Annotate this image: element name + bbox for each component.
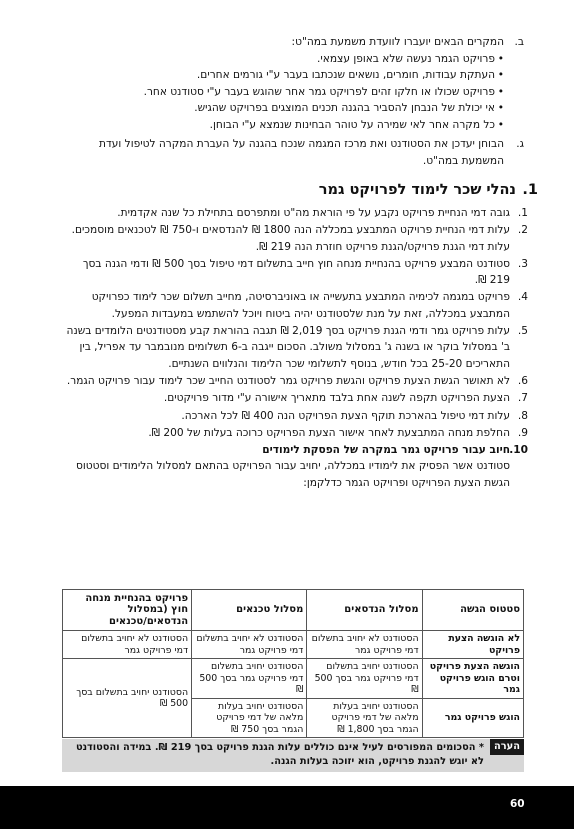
table-header: סטטוס הגשה: [422, 590, 523, 631]
note-tag: הערה: [490, 739, 524, 755]
table-cell: הסטודנט יחויב בתשלום דמי פרויקט גמר בסך 500 ₪: [192, 659, 307, 699]
rule-item: [60, 373, 528, 389]
section-g-text: הבוחן יעדכן את הסטודנט ואת מרכז המגמה שנכח בהגנה על העברת המקרה לטיפול ועדת המשמעת במה"ט.: [99, 138, 504, 167]
rule-text: חיוב עבור פרויקט גמר במקרה של הפסקת לימודים: [262, 444, 510, 457]
rule-number: 9.: [517, 426, 528, 439]
table-cell-status: הוגשה הצעת פרויקט וטרם הוגש פרויקט גמר: [422, 659, 523, 699]
section-b-bullets: [54, 51, 504, 134]
table-cell-status: הוגש פרויקט גמר: [422, 698, 523, 738]
rule-number: 1.: [517, 207, 528, 219]
bullet-item: • אי יכולת של הנבחן להסביר בהגנה תכנים המוצגים בפרויקט שהגיש.: [54, 100, 504, 117]
rule-number: 8.: [517, 409, 528, 422]
section-b: [54, 34, 524, 133]
rule-subtext: סטודנט אשר הפסיק את לימודיו במכללה, יחויב עבור הפרויקט בהתאם למסלול הלימודים וסטטוס הגשת הצעת הפרויקט ופרויקט הגמר כדלקמן:: [75, 460, 510, 489]
table-header: מסלול הנדסאים: [307, 590, 422, 631]
table-cell-status: לא הוגשה הצעת פרויקט: [422, 631, 523, 659]
rule-item: [60, 408, 528, 424]
section-g: [54, 136, 524, 169]
heading-number: 1.: [522, 182, 538, 198]
bullet-item: • כל מקרה אחר לאי שמירה על טוהר הבחינות שנמצא ע"י הבוחן.: [54, 117, 504, 134]
table-row: [63, 631, 524, 659]
section-b-letter: ב.: [514, 36, 524, 48]
note-text: * הסכומים המפורסים לעיל אינם כוללים עלות הגנת פרויקט בסך 219 ₪. במידה והסטודנט לא יוגש להגנת פרויקט, הוא יזוכה בעלות הגנה.: [75, 742, 484, 767]
table-header-row: [63, 590, 524, 631]
rule-item: [60, 256, 528, 289]
rule-number: 10.: [509, 444, 528, 457]
table-cell: הסטודנט יחויב בעלות מלאה של דמי פרויקט הגמר בסך 1,800 ₪: [307, 698, 422, 738]
rule-text: עלות פרויקט גמר ודמי הגנת פרויקט בסך 2,019 ₪ תגבה בהוראת קבע מסטודנטים הלומדים בשנה ב' במסלול בוקר או בשנה ג' במסלול משולב. הסכום ייגבה ב-6 תשלומים מנובמבר עד אפריל, בין התאריכים 25-20 בכל חודש, בנוסף לתשלומי שכר הלימוד והנלווים השנתיים.: [66, 325, 510, 370]
page-number: 60: [510, 798, 525, 810]
section-heading: [58, 180, 538, 200]
rule-item: [60, 390, 528, 406]
bullet-item: • העתקת עבודות, חומרים, נושאים שנכתבו בעבר ע"י גורמים אחרים.: [54, 67, 504, 84]
rule-item: [60, 205, 528, 221]
rule-item: [60, 222, 528, 255]
rule-number: 5.: [517, 325, 528, 338]
note-box: [62, 739, 524, 772]
rule-item: [60, 323, 528, 372]
bullet-item: • פרויקט הגמר נעשה שלא באופן עצמאי.: [54, 51, 504, 68]
bullet-item: • פרויקט שכולו או חלקו זהים לפרויקט גמר אחר שהוגש בעבר ע"י סטודנט אחר.: [54, 84, 504, 101]
rule-text: הצעת הפרויקט תקפה לשנה אחת בלבד מתאריך אישורה ע"י מדור פרויקטים.: [163, 392, 510, 405]
rule-text: עלות דמי הנחיית פרויקט המתבצע במכללה הנה 1800 ₪ להנדסאים ו-750 ₪ לטכנאים מוסמכים. עלות דמי הגנת פרויקט/הגנת פרויקט חוזרת הנה 219 ₪.: [71, 224, 510, 253]
rule-item: [60, 442, 528, 491]
rule-text: החלפת מנחה המתבצעת לאחר אישור הצעת הפרויקט כרוכה בעלות של 200 ₪.: [148, 426, 510, 439]
rule-item: [60, 425, 528, 441]
table-cell: הסטודנט לא יחויב בתשלום דמי פרויקט גמר: [63, 631, 192, 659]
page-footer: [0, 786, 574, 829]
rule-text: עלות דמי טיפול בהארכת תוקף הצעת הפרויקט הנה 400 ₪ לכל הארכה.: [181, 409, 510, 422]
heading-title: נהלי שכר לימוד לפרויקט גמר: [318, 182, 516, 198]
rules-list: [60, 205, 528, 492]
rule-text: פרויקט במגמה לכימיה המתבצע בתעשייה או באוניברסיטה, מחייב תשלום שכר לימוד כפרויקט המתבצע במכללה, זאת על מנת שלסטודנט יהיה ביטוח ויוכל להשתמש במעבדות המפעל.: [91, 291, 510, 320]
table-cell: הסטודנט לא יחויב בתשלום דמי פרויקט גמר: [307, 631, 422, 659]
rule-text: לא תאושר הגשת הצעת פרויקט והגשת פרויקט גמר לסטודנט החייב שכר לימוד עבור פרויקט הגמר.: [66, 374, 510, 387]
section-b-intro: המקרים הבאים יועברו לוועדת משמעת במה"ט:: [291, 36, 504, 48]
rule-number: 7.: [517, 392, 528, 405]
rule-text: גובה דמי הנחיית פרויקט נקבע על פי הוראת מה"ט ומתפרסם בתחילת כל שנה אקדמית.: [117, 207, 510, 219]
withdrawal-fees-table: [62, 589, 524, 738]
rule-number: 2.: [517, 224, 528, 237]
table-cell: הסטודנט יחויב בתשלום דמי פרויקט גמר בסך 500 ₪: [307, 659, 422, 699]
rule-number: 3.: [517, 257, 528, 270]
table-header: פרויקט בהנחיית מנחה חוץ (במסלול הנדסאים/טכנאים: [63, 590, 192, 631]
table-row: [63, 659, 524, 699]
table-cell: הסטודנט יחויב בעלות מלאה של דמי פרויקט הגמר בסך 750 ₪: [192, 698, 307, 738]
table-cell: הסטודנט יחויב בתשלום בסך 500 ₪: [63, 659, 192, 738]
rule-item: [60, 289, 528, 322]
table-header: מסלול טכנאים: [192, 590, 307, 631]
rule-text: סטודנט המבצע פרויקט בהנחיית מנחה חוץ חייב בתשלום דמי טיפול בסך 500 ₪ ודמי הגנה בסך 219 ₪.: [82, 257, 510, 287]
rule-number: 6.: [517, 374, 528, 387]
table-cell: הסטודנט לא יחויב בתשלום דמי פרויקט גמר: [192, 631, 307, 659]
section-g-letter: ג.: [516, 138, 524, 150]
rule-number: 4.: [517, 291, 528, 304]
